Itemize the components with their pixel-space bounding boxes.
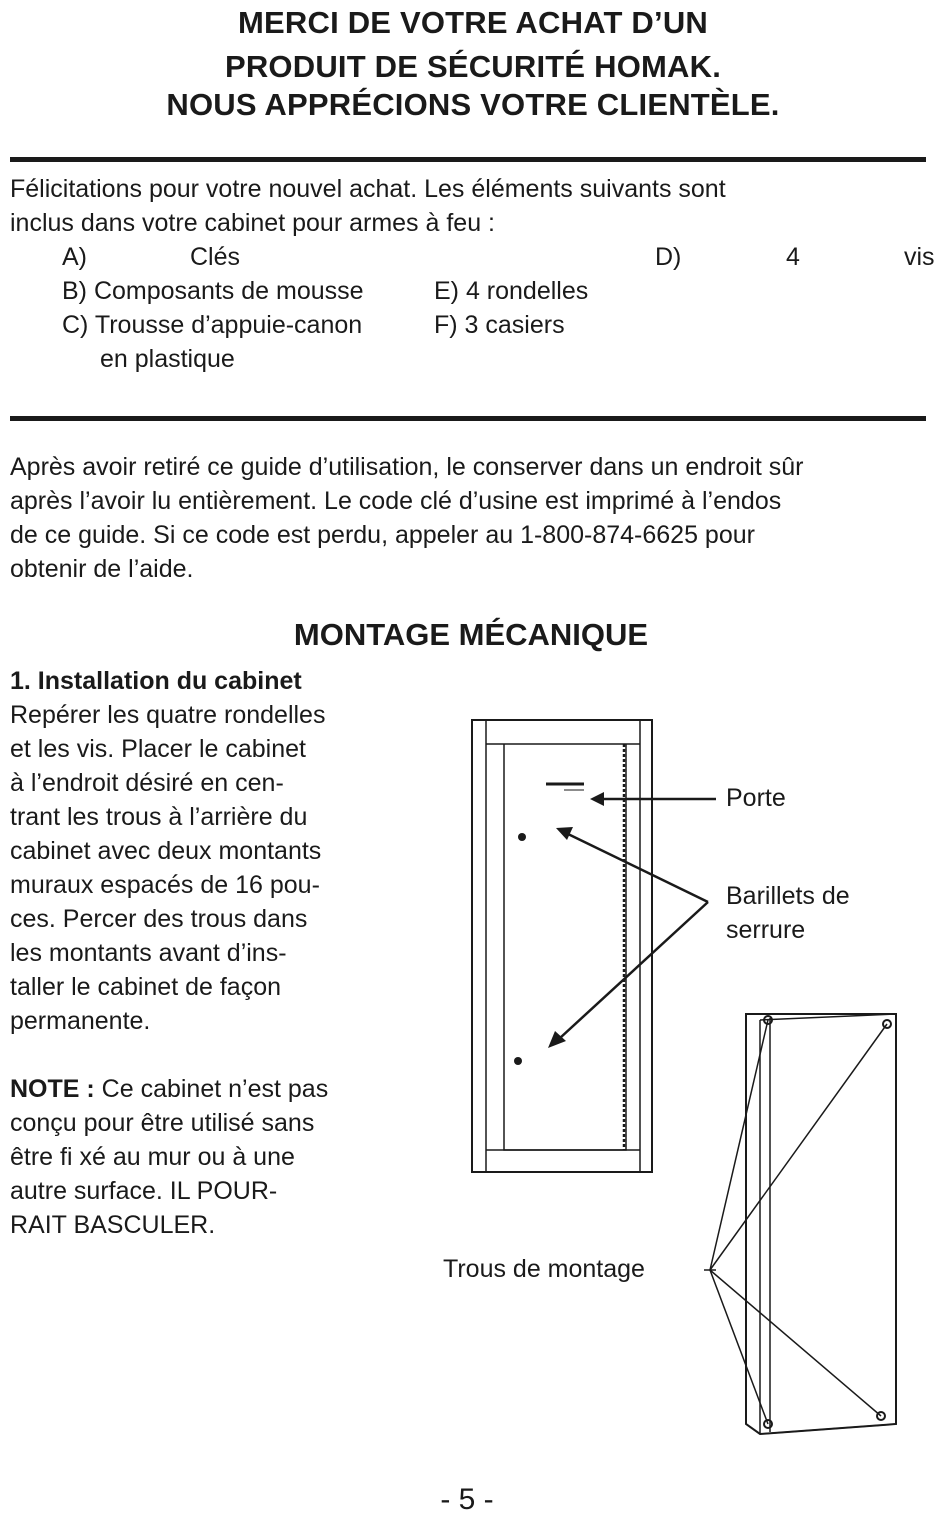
- step-body-line-3: à l’endroit désiré en cen-: [10, 769, 284, 797]
- notice-line-4: obtenir de l’aide.: [10, 555, 194, 583]
- note-line-2: être ﬁ xé au mur ou à une: [10, 1143, 295, 1171]
- step-body-line-7: ces. Percer des trous dans: [10, 905, 308, 933]
- note-label: NOTE :: [10, 1075, 95, 1103]
- step-body-line-2: et les vis. Placer le cabinet: [10, 735, 306, 763]
- step-body-line-4: trant les trous à l’arrière du: [10, 803, 308, 831]
- header-line-1: MERCI DE VOTRE ACHAT D’UN: [238, 5, 708, 40]
- header-line-3: NOUS APPRÉCIONS VOTRE CLIENTÈLE.: [166, 87, 780, 122]
- intro-line-2: inclus dans votre cabinet pour armes à feu :: [10, 209, 495, 237]
- notice-line-1: Après avoir retiré ce guide d’utilisation, le conserver dans un endroit sûr: [10, 453, 804, 481]
- item-d-letter: D): [655, 243, 682, 271]
- notice-line-3: de ce guide. Si ce code est perdu, appeler au 1-800-874-6625 pour: [10, 521, 755, 549]
- label-lock-line-2: serrure: [726, 916, 806, 944]
- label-lock-line-1: Barillets de: [726, 882, 850, 910]
- step-body-line-1: Repérer les quatre rondelles: [10, 701, 326, 729]
- item-b: B) Composants de mousse: [62, 277, 364, 305]
- note-line-3: autre surface. IL POUR-: [10, 1177, 278, 1205]
- item-f: F) 3 casiers: [434, 311, 565, 339]
- note-line-4: RAIT BASCULER.: [10, 1211, 216, 1239]
- step-body-line-8: les montants avant d’ins-: [10, 939, 287, 967]
- lock-cylinder-bottom: [514, 1057, 522, 1065]
- note-line-1: conçu pour être utilisé sans: [10, 1109, 315, 1137]
- note-line-1: Ce cabinet n’est pas: [94, 1075, 329, 1103]
- section-title: MONTAGE MÉCANIQUE: [293, 617, 649, 652]
- item-a-label: Clés: [190, 243, 241, 271]
- intro-line-1: Félicitations pour votre nouvel achat. Les éléments suivants sont: [10, 175, 726, 203]
- item-c-continued: en plastique: [100, 345, 235, 373]
- notice-line-2: après l’avoir lu entièrement. Le code clé d’usine est imprimé à l’endos: [10, 487, 782, 515]
- back-cabinet-illustration: [704, 1014, 896, 1434]
- item-a-letter: A): [62, 243, 87, 271]
- lock-cylinder-top: [518, 833, 526, 841]
- item-d-label: vis: [904, 243, 935, 271]
- header-line-2: PRODUIT DE SÉCURITÉ HOMAK.: [224, 49, 722, 84]
- label-door: Porte: [726, 784, 786, 812]
- step-body-line-10: permanente.: [10, 1007, 151, 1035]
- step-title: 1. Installation du cabinet: [10, 667, 302, 695]
- item-d-number: 4: [786, 243, 800, 271]
- step-body-line-6: muraux espacés de 16 pou-: [10, 871, 320, 899]
- item-c: C) Trousse d’appuie-canon: [62, 311, 363, 339]
- front-cabinet-illustration: [472, 720, 652, 1172]
- item-e: E) 4 rondelles: [434, 277, 589, 305]
- step-body-line-9: taller le cabinet de façon: [10, 973, 282, 1001]
- step-body-line-5: cabinet avec deux montants: [10, 837, 322, 865]
- label-mounting-holes: Trous de montage: [443, 1255, 645, 1283]
- page-number: - 5 -: [440, 1483, 494, 1516]
